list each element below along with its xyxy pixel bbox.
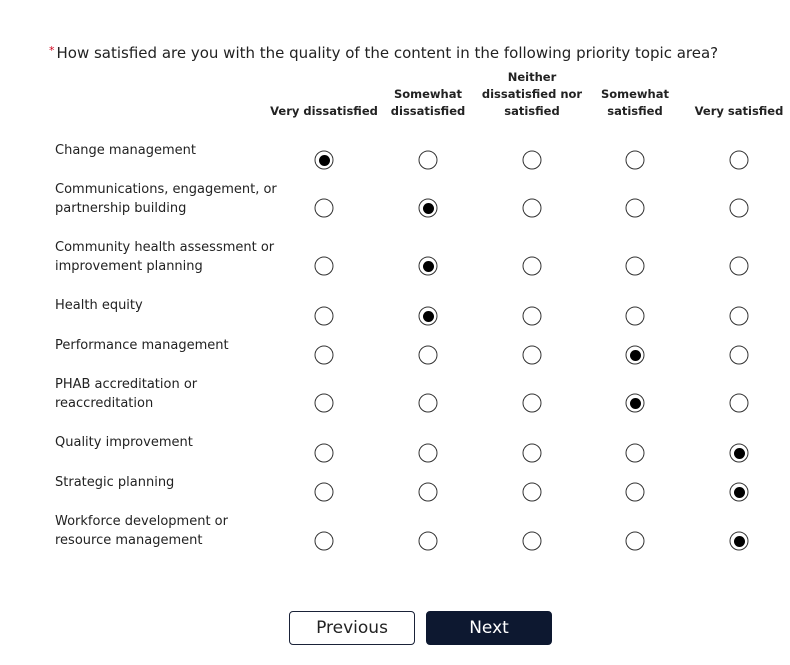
radio-somewhat-satisfied[interactable] xyxy=(626,532,645,551)
radio-neither[interactable] xyxy=(523,532,542,551)
column-header-very-satisfied: Very satisfied xyxy=(694,104,784,118)
row-label: Community health assessment or improvement planning xyxy=(55,240,275,274)
radio-somewhat-satisfied[interactable] xyxy=(626,307,645,326)
radio-very-dissatisfied[interactable] xyxy=(315,444,334,463)
row-label: PHAB accreditation or reaccreditation xyxy=(55,377,198,411)
radio-neither[interactable] xyxy=(523,199,542,218)
row-label: Quality improvement xyxy=(55,435,193,450)
radio-somewhat-dissatisfied[interactable] xyxy=(419,346,438,365)
radio-somewhat-dissatisfied[interactable] xyxy=(419,444,438,463)
radio-somewhat-dissatisfied[interactable] xyxy=(419,483,438,502)
radio-very-dissatisfied[interactable] xyxy=(315,199,334,218)
radio-very-dissatisfied[interactable] xyxy=(315,394,334,413)
radio-somewhat-satisfied[interactable] xyxy=(626,346,645,365)
row-label: Workforce development or resource management xyxy=(55,514,228,548)
radio-somewhat-dissatisfied[interactable] xyxy=(419,151,438,170)
radio-very-satisfied[interactable] xyxy=(730,199,749,218)
radio-somewhat-satisfied[interactable] xyxy=(626,394,645,413)
row-label: Performance management xyxy=(55,338,229,353)
radio-very-satisfied[interactable] xyxy=(730,444,749,463)
radio-neither[interactable] xyxy=(523,444,542,463)
column-header-somewhat-dissatisfied: Somewhat dissatisfied xyxy=(390,87,466,118)
radio-neither[interactable] xyxy=(523,307,542,326)
column-header-somewhat-satisfied: Somewhat satisfied xyxy=(600,87,670,118)
question-label: How satisfied are you with the quality of the content in the following priority topic area? xyxy=(56,44,719,62)
radio-neither[interactable] xyxy=(523,346,542,365)
radio-very-satisfied[interactable] xyxy=(730,394,749,413)
radio-very-dissatisfied[interactable] xyxy=(315,483,334,502)
radio-very-dissatisfied[interactable] xyxy=(315,257,334,276)
radio-very-dissatisfied[interactable] xyxy=(315,307,334,326)
radio-somewhat-dissatisfied[interactable] xyxy=(419,257,438,276)
row-label: Health equity xyxy=(55,298,143,313)
row-label: Strategic planning xyxy=(55,475,175,490)
radio-very-satisfied[interactable] xyxy=(730,532,749,551)
radio-neither[interactable] xyxy=(523,257,542,276)
radio-somewhat-satisfied[interactable] xyxy=(626,483,645,502)
radio-very-satisfied[interactable] xyxy=(730,307,749,326)
radio-neither[interactable] xyxy=(523,483,542,502)
column-header-neither: Neither dissatisfied nor satisfied xyxy=(481,70,583,118)
radio-somewhat-dissatisfied[interactable] xyxy=(419,199,438,218)
column-header-very-dissatisfied: Very dissatisfied xyxy=(270,104,378,118)
radio-somewhat-satisfied[interactable] xyxy=(626,257,645,276)
radio-very-dissatisfied[interactable] xyxy=(315,151,334,170)
radio-somewhat-dissatisfied[interactable] xyxy=(419,394,438,413)
radio-very-satisfied[interactable] xyxy=(730,151,749,170)
radio-very-dissatisfied[interactable] xyxy=(315,532,334,551)
radio-somewhat-dissatisfied[interactable] xyxy=(419,307,438,326)
radio-somewhat-satisfied[interactable] xyxy=(626,199,645,218)
radio-very-dissatisfied[interactable] xyxy=(315,346,334,365)
radio-very-satisfied[interactable] xyxy=(730,483,749,502)
radio-very-satisfied[interactable] xyxy=(730,257,749,276)
next-button[interactable]: Next xyxy=(426,611,552,645)
radio-neither[interactable] xyxy=(523,151,542,170)
row-label: Change management xyxy=(55,143,196,158)
previous-button[interactable]: Previous xyxy=(289,611,415,645)
radio-somewhat-satisfied[interactable] xyxy=(626,444,645,463)
radio-somewhat-dissatisfied[interactable] xyxy=(419,532,438,551)
radio-very-satisfied[interactable] xyxy=(730,346,749,365)
radio-neither[interactable] xyxy=(523,394,542,413)
radio-somewhat-satisfied[interactable] xyxy=(626,151,645,170)
question-text xyxy=(49,44,769,62)
row-label: Communications, engagement, or partnership building xyxy=(55,182,277,216)
required-marker: * xyxy=(49,44,55,57)
